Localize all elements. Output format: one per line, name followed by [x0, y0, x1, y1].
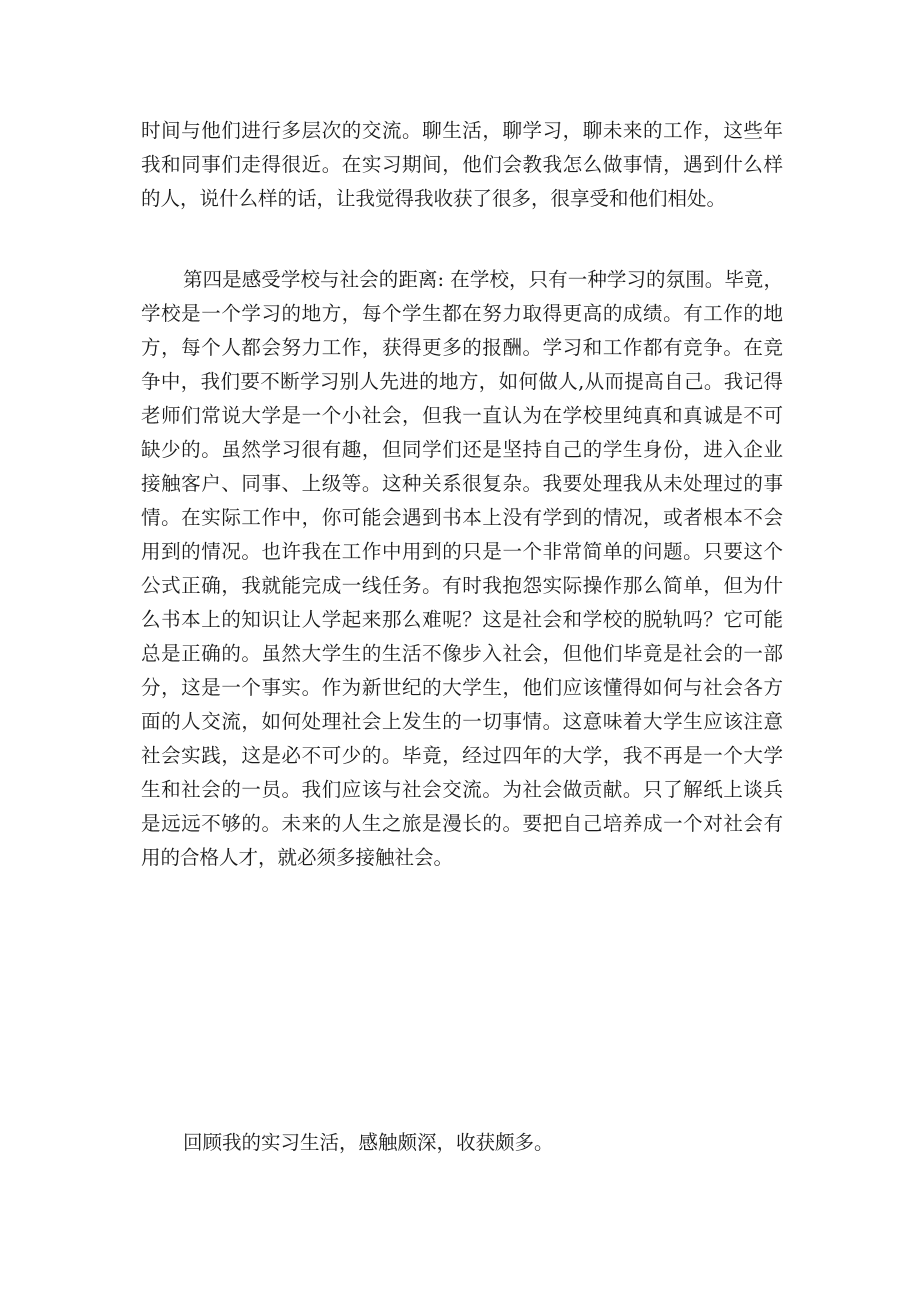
paragraph-3 [141, 1126, 783, 1160]
paragraph-line: 情。在实际工作中，你可能会遇到书本上没有学到的情况，或者根本不会 [141, 506, 783, 529]
paragraph-line: 时间与他们进行多层次的交流。聊生活，聊学习，聊未来的工作，这些年 [141, 119, 783, 142]
paragraph-line: 的人，说什么样的话，让我觉得我收获了很多，很享受和他们相处。 [141, 187, 727, 210]
paragraph-line: 学校是一个学习的地方，每个学生都在努力取得更高的成绩。有工作的地 [141, 302, 783, 325]
paragraph-line: 用的合格人才，就必须多接触社会。 [141, 846, 454, 869]
paragraph-line: 么书本上的知识让人学起来那么难呢？这是社会和学校的脱轨吗？它可能 [141, 608, 783, 631]
paragraph-line: 公式正确，我就能完成一线任务。有时我抱怨实际操作那么简单，但为什 [141, 574, 783, 597]
paragraph-line: 分，这是一个事实。作为新世纪的大学生，他们应该懂得如何与社会各方 [141, 676, 783, 699]
paragraph-line: 面的人交流，如何处理社会上发生的一切事情。这意味着大学生应该注意 [141, 710, 783, 733]
paragraph-line: 回顾我的实习生活，感触颇深，收获颇多。 [183, 1131, 554, 1154]
paragraph-line: 接触客户、同事、上级等。这种关系很复杂。我要处理我从未处理过的事 [141, 472, 783, 495]
paragraph-line: 生和社会的一员。我们应该与社会交流。为社会做贡献。只了解纸上谈兵 [141, 778, 783, 801]
paragraph-line: 总是正确的。虽然大学生的生活不像步入社会，但他们毕竟是社会的一部 [141, 642, 783, 665]
paragraph-line: 第四是感受学校与社会的距离: 在学校，只有一种学习的氛围。毕竟， [183, 268, 783, 291]
paragraph-line: 我和同事们走得很近。在实习期间，他们会教我怎么做事情，遇到什么样 [141, 153, 783, 176]
paragraph-line: 方，每个人都会努力工作，获得更多的报酬。学习和工作都有竞争。在竞 [141, 336, 783, 359]
paragraph-line: 是远远不够的。未来的人生之旅是漫长的。要把自己培养成一个对社会有 [141, 812, 783, 835]
paragraph-1 [141, 114, 783, 216]
paragraph-line: 社会实践，这是必不可少的。毕竟，经过四年的大学，我不再是一个大学 [141, 744, 783, 767]
paragraph-line: 缺少的。虽然学习很有趣，但同学们还是坚持自己的学生身份，进入企业 [141, 438, 783, 461]
paragraph-line: 老师们常说大学是一个小社会，但我一直认为在学校里纯真和真诚是不可 [141, 404, 783, 427]
paragraph-line: 用到的情况。也许我在工作中用到的只是一个非常简单的问题。只要这个 [141, 540, 783, 563]
paragraph-line: 争中，我们要不断学习别人先进的地方，如何做人,从而提高自己。我记得 [141, 370, 783, 393]
paragraph-2 [141, 263, 783, 875]
